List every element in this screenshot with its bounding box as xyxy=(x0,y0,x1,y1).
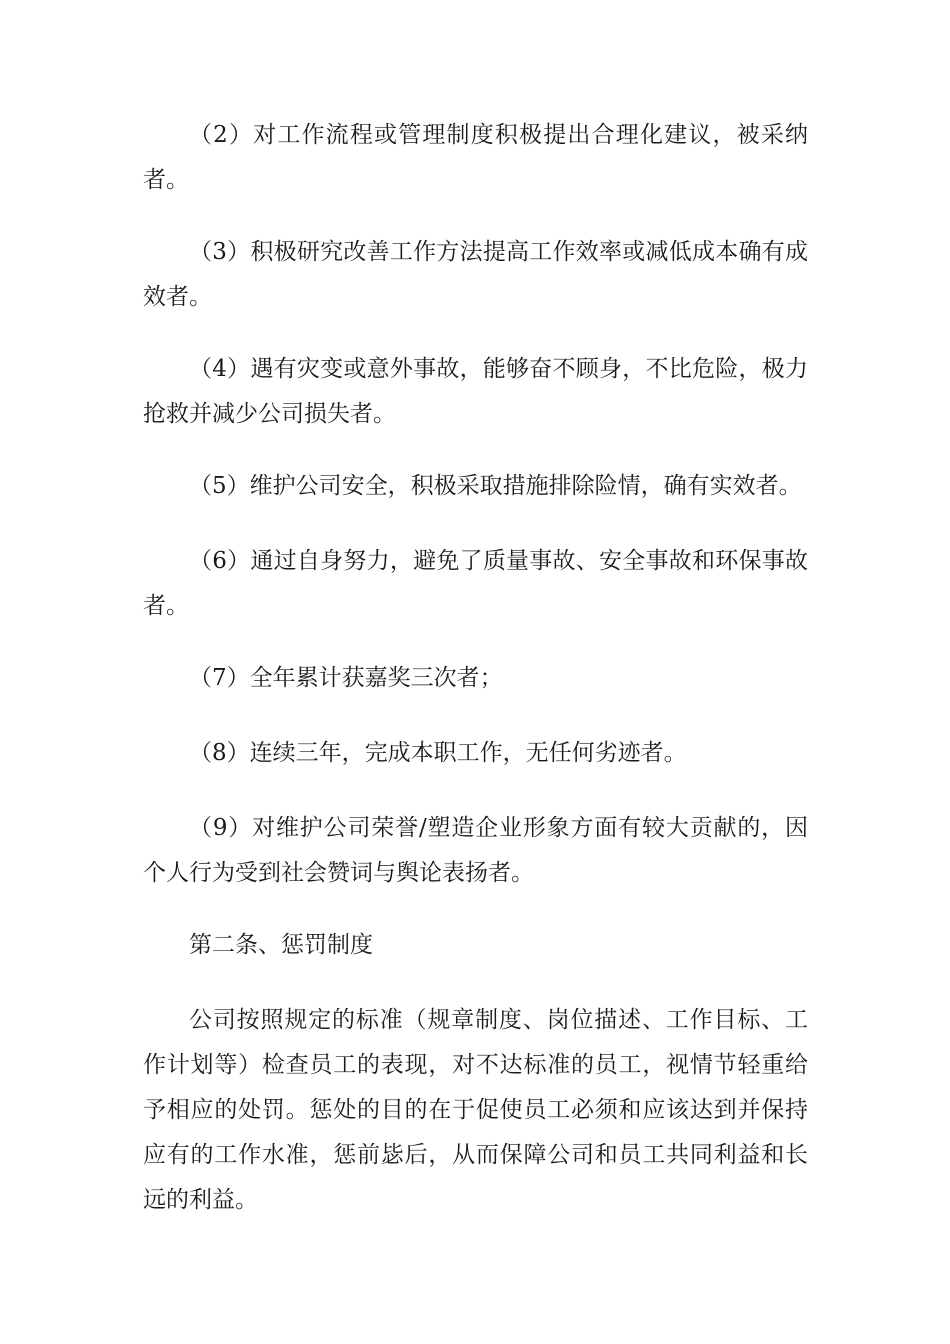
section-heading-penalty: 第二条、惩罚制度 xyxy=(189,932,373,958)
reward-item-4: （4）遇有灾变或意外事故，能够奋不顾身，不比危险，极力抢救并减少公司损失者。 xyxy=(143,356,808,427)
reward-item-9: （9）对维护公司荣誉/塑造企业形象方面有较大贡献的，因个人行为受到社会赞词与舆论表扬者。 xyxy=(143,815,808,886)
penalty-description: 公司按照规定的标准（规章制度、岗位描述、工作目标、工作计划等）检查员工的表现，对不达标准的员工，视情节轻重给予相应的处罚。惩处的目的在于促使员工必须和应该达到并保持应有的工作水准，惩前毖后，从而保障公司和员工共同利益和长远的利益。 xyxy=(143,1007,808,1213)
reward-item-3: （3）积极研究改善工作方法提高工作效率或减低成本确有成效者。 xyxy=(143,239,808,310)
document-body xyxy=(143,113,808,1250)
reward-item-8: （8）连续三年，完成本职工作，无任何劣迹者。 xyxy=(189,740,687,766)
reward-item-5: （5）维护公司安全，积极采取措施排除险情，确有实效者。 xyxy=(189,473,802,499)
reward-item-2: （2）对工作流程或管理制度积极提出合理化建议，被采纳者。 xyxy=(143,122,808,193)
reward-item-6: （6）通过自身努力，避免了质量事故、安全事故和环保事故者。 xyxy=(143,548,808,619)
reward-item-7: （7）全年累计获嘉奖三次者； xyxy=(189,665,503,691)
